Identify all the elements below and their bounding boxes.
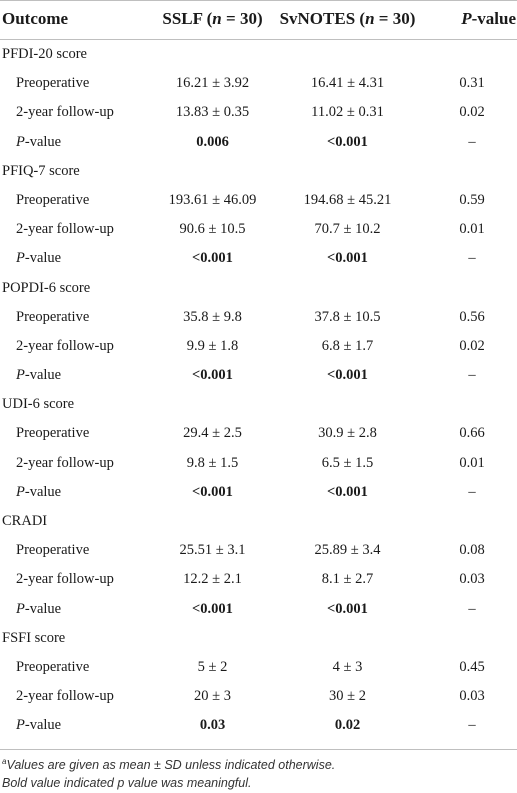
section-title-row (0, 390, 517, 419)
section-title: CRADI (2, 513, 48, 529)
sslf-value: 0.03 (199, 717, 226, 734)
section-title: UDI-6 score (2, 396, 75, 413)
sslf-value: 35.8 ± 9.8 (183, 308, 242, 325)
table-row (0, 332, 517, 361)
row-label: 2-year follow-up (16, 688, 114, 705)
sslf-value: 13.83 ± 0.35 (175, 104, 250, 121)
p-value: 0.08 (459, 542, 485, 559)
row-label: 2-year follow-up (16, 221, 114, 238)
sslf-value: 20 ± 3 (194, 688, 231, 705)
p-value: – (468, 133, 476, 150)
sslf-value: 9.8 ± 1.5 (186, 454, 239, 471)
sslf-value: 12.2 ± 2.1 (183, 571, 242, 588)
p-value: – (468, 717, 476, 734)
svnotes-value: <0.001 (327, 600, 368, 617)
sslf-value: 29.4 ± 2.5 (183, 425, 242, 442)
p-value: 0.03 (459, 688, 485, 705)
row-label: Preoperative (16, 75, 90, 92)
row-label: P-value (16, 717, 62, 734)
table-row (0, 653, 517, 682)
table-row (0, 303, 517, 332)
section-title-row (0, 624, 517, 653)
sslf-value: 9.9 ± 1.8 (186, 337, 239, 354)
section-title-row (0, 40, 517, 69)
sslf-value: <0.001 (192, 367, 233, 384)
row-label: Preoperative (16, 658, 90, 675)
svnotes-value: 8.1 ± 2.7 (321, 571, 374, 588)
table-row (0, 682, 517, 711)
section-title: POPDI-6 score (2, 279, 91, 296)
svnotes-value: 4 ± 3 (332, 658, 363, 675)
table-row (0, 361, 517, 390)
table-row (0, 595, 517, 624)
svnotes-value: 70.7 ± 10.2 (314, 221, 381, 238)
p-value: – (468, 600, 476, 617)
svnotes-value: 30 ± 2 (329, 688, 366, 705)
table-row (0, 186, 517, 215)
table-footnotes (2, 756, 335, 792)
table-row (0, 536, 517, 565)
row-label: P-value (16, 133, 62, 150)
table-row (0, 565, 517, 594)
p-value: 0.66 (459, 425, 485, 442)
sslf-value: 0.006 (196, 133, 229, 150)
table-row (0, 69, 517, 98)
svnotes-value: 194.68 ± 45.21 (303, 191, 392, 208)
p-value: 0.02 (459, 337, 485, 354)
section-title: PFIQ-7 score (2, 162, 80, 179)
svnotes-value: <0.001 (327, 483, 368, 500)
svnotes-value: <0.001 (327, 367, 368, 384)
p-value: 0.02 (459, 104, 485, 121)
row-label: P-value (16, 250, 62, 267)
p-value: – (468, 367, 476, 384)
svnotes-value: 37.8 ± 10.5 (314, 308, 381, 325)
header-svnotes: SvNOTES (n = 30) (279, 9, 416, 28)
row-label: 2-year follow-up (16, 337, 114, 354)
table-row (0, 244, 517, 273)
header-outcome: Outcome (2, 9, 69, 28)
row-label: Preoperative (16, 191, 90, 208)
table-row (0, 478, 517, 507)
svnotes-value: 6.5 ± 1.5 (321, 454, 374, 471)
table-row (0, 128, 517, 157)
p-value: – (468, 483, 476, 500)
section-title-row (0, 157, 517, 186)
table-row (0, 711, 517, 740)
svnotes-value: 25.89 ± 3.4 (314, 542, 381, 559)
section-title-row (0, 274, 517, 303)
sslf-value: <0.001 (192, 600, 233, 617)
table-bottom-rule (0, 749, 517, 750)
sslf-value: 25.51 ± 3.1 (179, 542, 246, 559)
p-value: 0.59 (459, 191, 485, 208)
header-sslf: SSLF (n = 30) (162, 9, 263, 28)
svnotes-value: 11.02 ± 0.31 (311, 104, 384, 121)
svnotes-value: <0.001 (327, 133, 368, 150)
sslf-value: <0.001 (192, 250, 233, 267)
row-label: P-value (16, 367, 62, 384)
row-label: 2-year follow-up (16, 571, 114, 588)
row-label: Preoperative (16, 425, 90, 442)
row-label: Preoperative (16, 308, 90, 325)
sslf-value: 193.61 ± 46.09 (168, 191, 257, 208)
table-row (0, 419, 517, 448)
p-value: 0.45 (459, 658, 485, 675)
section-title: PFDI-20 score (2, 46, 87, 62)
footnote-marker: a (2, 756, 7, 766)
p-value: 0.56 (459, 308, 485, 325)
p-value: 0.31 (459, 75, 485, 92)
section-title-row (0, 507, 517, 536)
p-value: 0.03 (459, 571, 485, 588)
svnotes-value: 0.02 (334, 717, 361, 734)
footnote-line-1: $^a$Values are given as mean ± SD unless indicated otherwise. (2, 756, 336, 772)
p-value: 0.01 (459, 454, 485, 471)
table-row (0, 215, 517, 244)
row-label: P-value (16, 600, 62, 617)
table-body (0, 40, 517, 741)
header-p-value: P-value (461, 9, 516, 28)
row-label: 2-year follow-up (16, 104, 114, 121)
sslf-value: 5 ± 2 (197, 658, 228, 675)
p-value: – (468, 250, 476, 267)
row-label: P-value (16, 483, 62, 500)
svnotes-value: 30.9 ± 2.8 (318, 425, 377, 442)
sslf-value: 16.21 ± 3.92 (175, 75, 250, 92)
footnote-line-2: Bold value indicated p value was meaningful. (2, 776, 252, 790)
table-header (0, 0, 517, 39)
svnotes-value: 16.41 ± 4.31 (310, 75, 385, 92)
sslf-value: 90.6 ± 10.5 (179, 221, 246, 238)
p-value: 0.01 (459, 221, 485, 238)
sslf-value: <0.001 (192, 483, 233, 500)
table-row (0, 449, 517, 478)
row-label: 2-year follow-up (16, 454, 114, 471)
svnotes-value: <0.001 (327, 250, 368, 267)
table-row (0, 98, 517, 127)
row-label: Preoperative (16, 542, 90, 559)
section-title: FSFI score (2, 629, 66, 646)
svnotes-value: 6.8 ± 1.7 (321, 337, 374, 354)
